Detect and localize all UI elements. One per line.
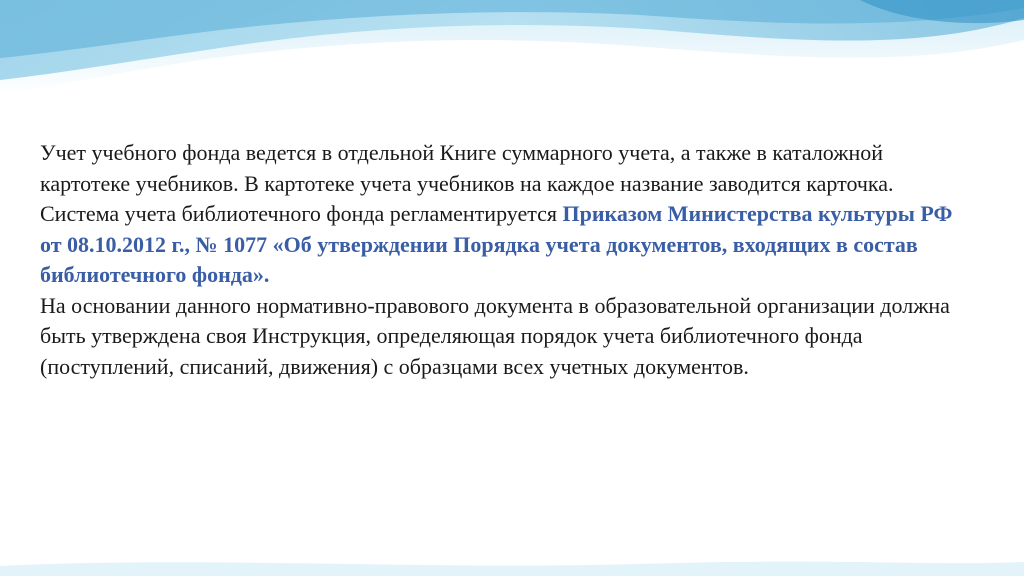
- slide-body: [40, 138, 970, 382]
- order-reference: Приказом Министерства культуры РФ от 08.10.2012 г., № 1077 «Об утверждении Порядка учета документов, входящих в состав библиотечного фонда».: [40, 201, 953, 287]
- paragraph-1-text: Учет учебного фонда ведется в отдельной Книге суммарного учета, а также в каталожной картотеке учебников. В картотеке учета учебников на каждое название заводится карточка. Система учета библиотечного фонда регламентируется: [40, 140, 894, 226]
- bottom-wave-decoration: [0, 536, 1024, 576]
- paragraph-1: [40, 138, 970, 291]
- top-wave-decoration: [0, 0, 1024, 110]
- paragraph-2: На основании данного нормативно-правового документа в образовательной организации должна быть утверждена своя Инструкция, определяющая порядок учета библиотечного фонда (поступлений, списаний, движения) с образцами всех учетных документов.: [40, 292, 950, 379]
